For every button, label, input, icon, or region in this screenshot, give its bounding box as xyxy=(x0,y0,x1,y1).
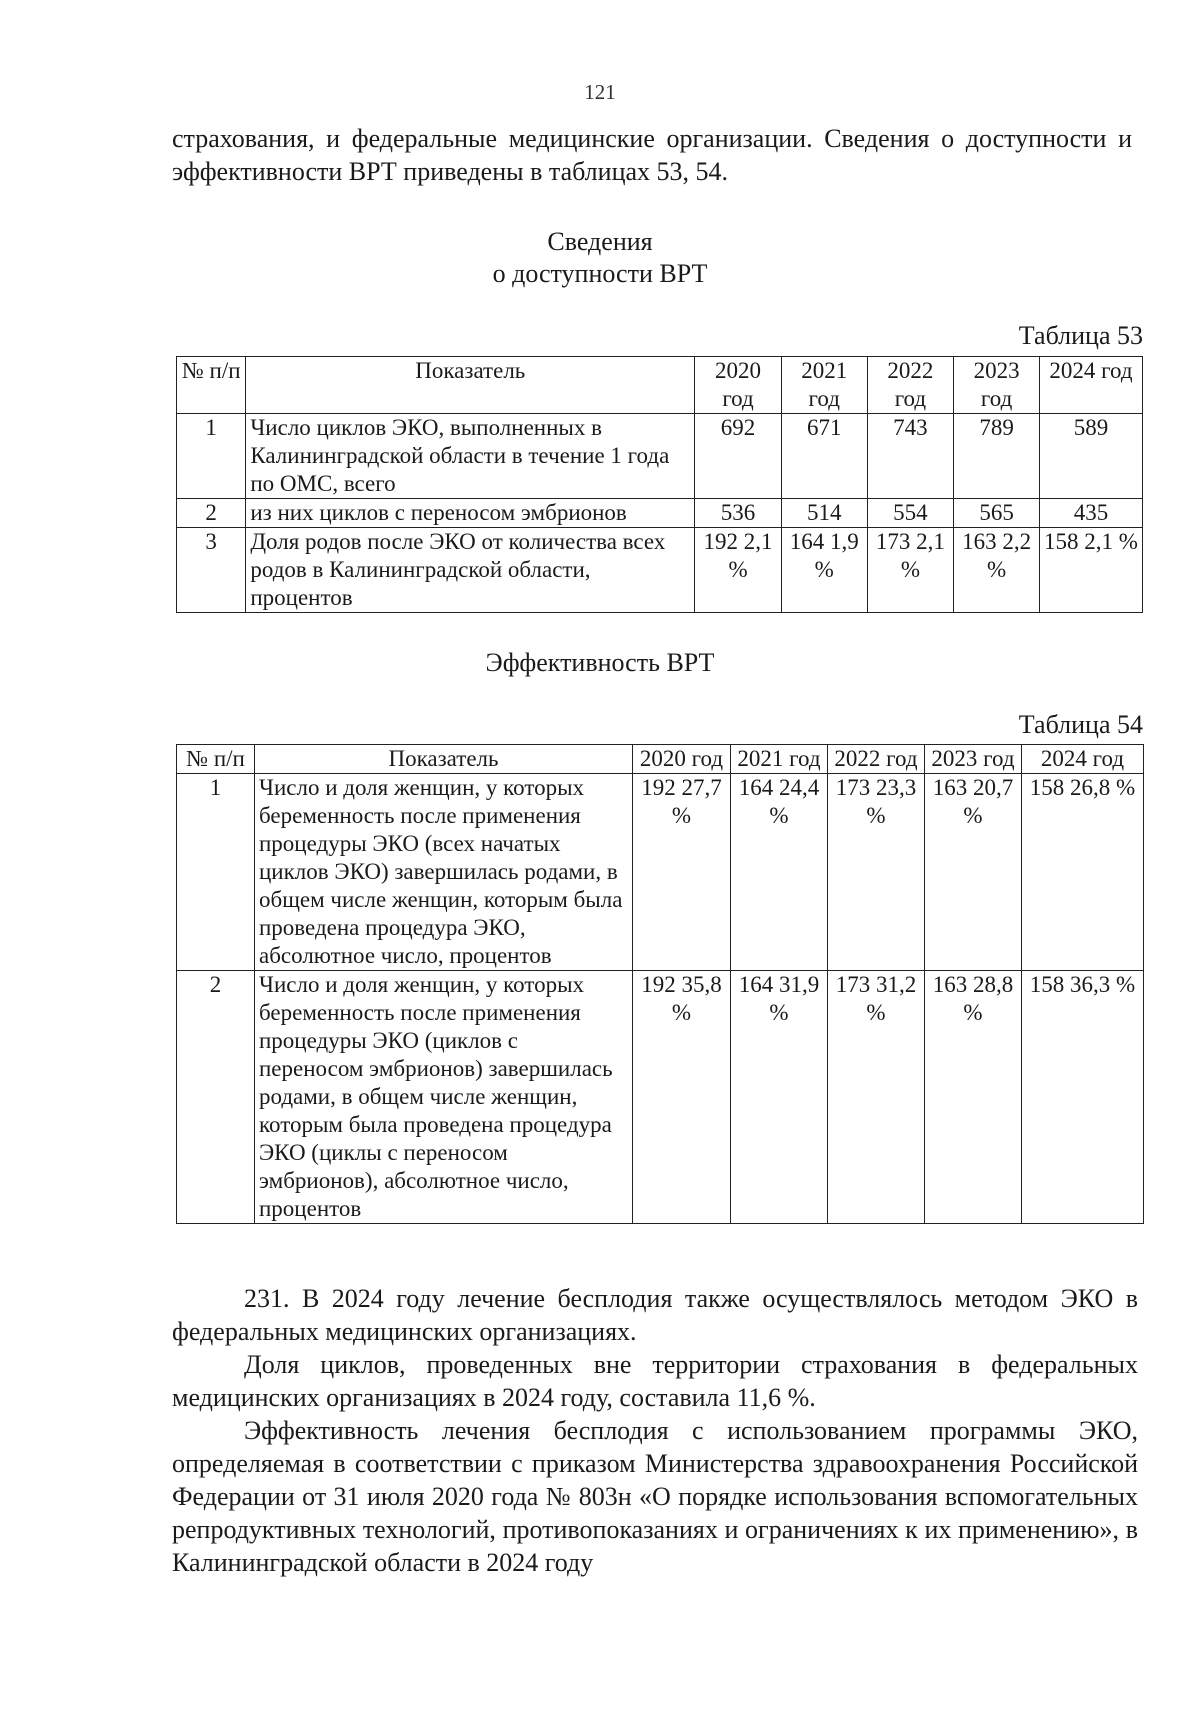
row-indicator: Число циклов ЭКО, выполненных в Калининградской области в течение 1 года по ОМС, всего xyxy=(246,414,695,499)
row-num: 2 xyxy=(177,971,255,1224)
table54-header-2023: 2023 год xyxy=(925,745,1022,774)
row-indicator: из них циклов с переносом эмбрионов xyxy=(246,499,695,528)
table-row xyxy=(177,499,1143,528)
table54-header-indicator: Показатель xyxy=(255,745,633,774)
cell-2023: 163 2,2 % xyxy=(954,528,1040,613)
table53-header-2024: 2024 год xyxy=(1039,357,1142,414)
table53 xyxy=(176,356,1143,613)
cell-2024: 158 36,3 % xyxy=(1022,971,1144,1224)
section2-title: Эффективность ВРТ xyxy=(485,648,715,677)
cell-2023: 789 xyxy=(954,414,1040,499)
table-row xyxy=(177,414,1143,499)
page-number: 121 xyxy=(584,80,616,104)
cell-2022: 173 31,2 % xyxy=(828,971,925,1224)
intro-paragraph: страхования, и федеральные медицинские организации. Сведения о доступности и эффективности ВРТ приведены в таблицах 53, 54. xyxy=(172,124,1132,186)
table53-header-2021: 2021 год xyxy=(781,357,867,414)
row-indicator: Число и доля женщин, у которых беременность после применения процедуры ЭКО (всех начатых циклов ЭКО) завершилась родами, в общем числе женщин, которым была проведена процедура ЭКО, абсолютное число, процентов xyxy=(255,774,633,971)
paragraph-231 xyxy=(172,1282,1138,1348)
table54-label: Таблица 54 xyxy=(1018,710,1143,739)
paragraph-text: Эффективность лечения бесплодия с использованием программы ЭКО, определяемая в соответствии с приказом Министерства здравоохранения Российской Федерации от 31 июля 2020 года № 803н «О порядке использования вспомогательных репродуктивных технологий, противопоказаниях и ограничениях к их применению», в Калининградской области в 2024 году xyxy=(172,1416,1138,1577)
section1-title-line2: о доступности ВРТ xyxy=(492,259,708,288)
paragraph-share xyxy=(172,1348,1138,1414)
paragraph-text: 231. В 2024 году лечение бесплодия также осуществлялось методом ЭКО в федеральных медицинских организациях. xyxy=(172,1284,1138,1346)
row-indicator: Доля родов после ЭКО от количества всех родов в Калининградской области, процентов xyxy=(246,528,695,613)
cell-2020: 192 2,1 % xyxy=(695,528,782,613)
table54 xyxy=(176,744,1144,1224)
cell-2021: 671 xyxy=(781,414,867,499)
table-row xyxy=(177,774,1144,971)
table54-header-row xyxy=(177,745,1144,774)
table53-label: Таблица 53 xyxy=(1018,321,1143,350)
table-row xyxy=(177,528,1143,613)
table-row xyxy=(177,971,1144,1224)
cell-2024: 589 xyxy=(1039,414,1142,499)
paragraph-efficiency xyxy=(172,1414,1138,1579)
cell-2024: 435 xyxy=(1039,499,1142,528)
table54-header-num: № п/п xyxy=(177,745,255,774)
cell-2024: 158 26,8 % xyxy=(1022,774,1144,971)
row-indicator: Число и доля женщин, у которых беременность после применения процедуры ЭКО (циклов с переносом эмбрионов) завершилась родами, в общем числе женщин, которым была проведена процедура ЭКО (циклы с переносом эмбрионов), абсолютное число, процентов xyxy=(255,971,633,1224)
table54-header-2020: 2020 год xyxy=(633,745,731,774)
table53-header-2022: 2022 год xyxy=(867,357,954,414)
cell-2020: 536 xyxy=(695,499,782,528)
cell-2023: 565 xyxy=(954,499,1040,528)
row-num: 3 xyxy=(177,528,246,613)
cell-2021: 514 xyxy=(781,499,867,528)
cell-2023: 163 20,7 % xyxy=(925,774,1022,971)
row-num: 2 xyxy=(177,499,246,528)
cell-2022: 173 23,3 % xyxy=(828,774,925,971)
table54-header-2024: 2024 год xyxy=(1022,745,1144,774)
row-num: 1 xyxy=(177,414,246,499)
paragraph-text: Доля циклов, проведенных вне территории страхования в федеральных медицинских организациях в 2024 году, составила 11,6 %. xyxy=(172,1350,1138,1412)
cell-2020: 692 xyxy=(695,414,782,499)
cell-2022: 173 2,1 % xyxy=(867,528,954,613)
cell-2021: 164 24,4 % xyxy=(731,774,828,971)
table53-header-2023: 2023 год xyxy=(954,357,1040,414)
row-num: 1 xyxy=(177,774,255,971)
table54-header-2021: 2021 год xyxy=(731,745,828,774)
cell-2020: 192 35,8 % xyxy=(633,971,731,1224)
cell-2024: 158 2,1 % xyxy=(1039,528,1142,613)
table53-header-indicator: Показатель xyxy=(246,357,695,414)
table53-header-2020: 2020 год xyxy=(695,357,782,414)
table53-header-num: № п/п xyxy=(177,357,246,414)
section1-title-line1: Сведения xyxy=(547,227,653,256)
cell-2021: 164 1,9 % xyxy=(781,528,867,613)
table53-header-row xyxy=(177,357,1143,414)
cell-2023: 163 28,8 % xyxy=(925,971,1022,1224)
table54-header-2022: 2022 год xyxy=(828,745,925,774)
cell-2022: 743 xyxy=(867,414,954,499)
cell-2020: 192 27,7 % xyxy=(633,774,731,971)
cell-2021: 164 31,9 % xyxy=(731,971,828,1224)
cell-2022: 554 xyxy=(867,499,954,528)
